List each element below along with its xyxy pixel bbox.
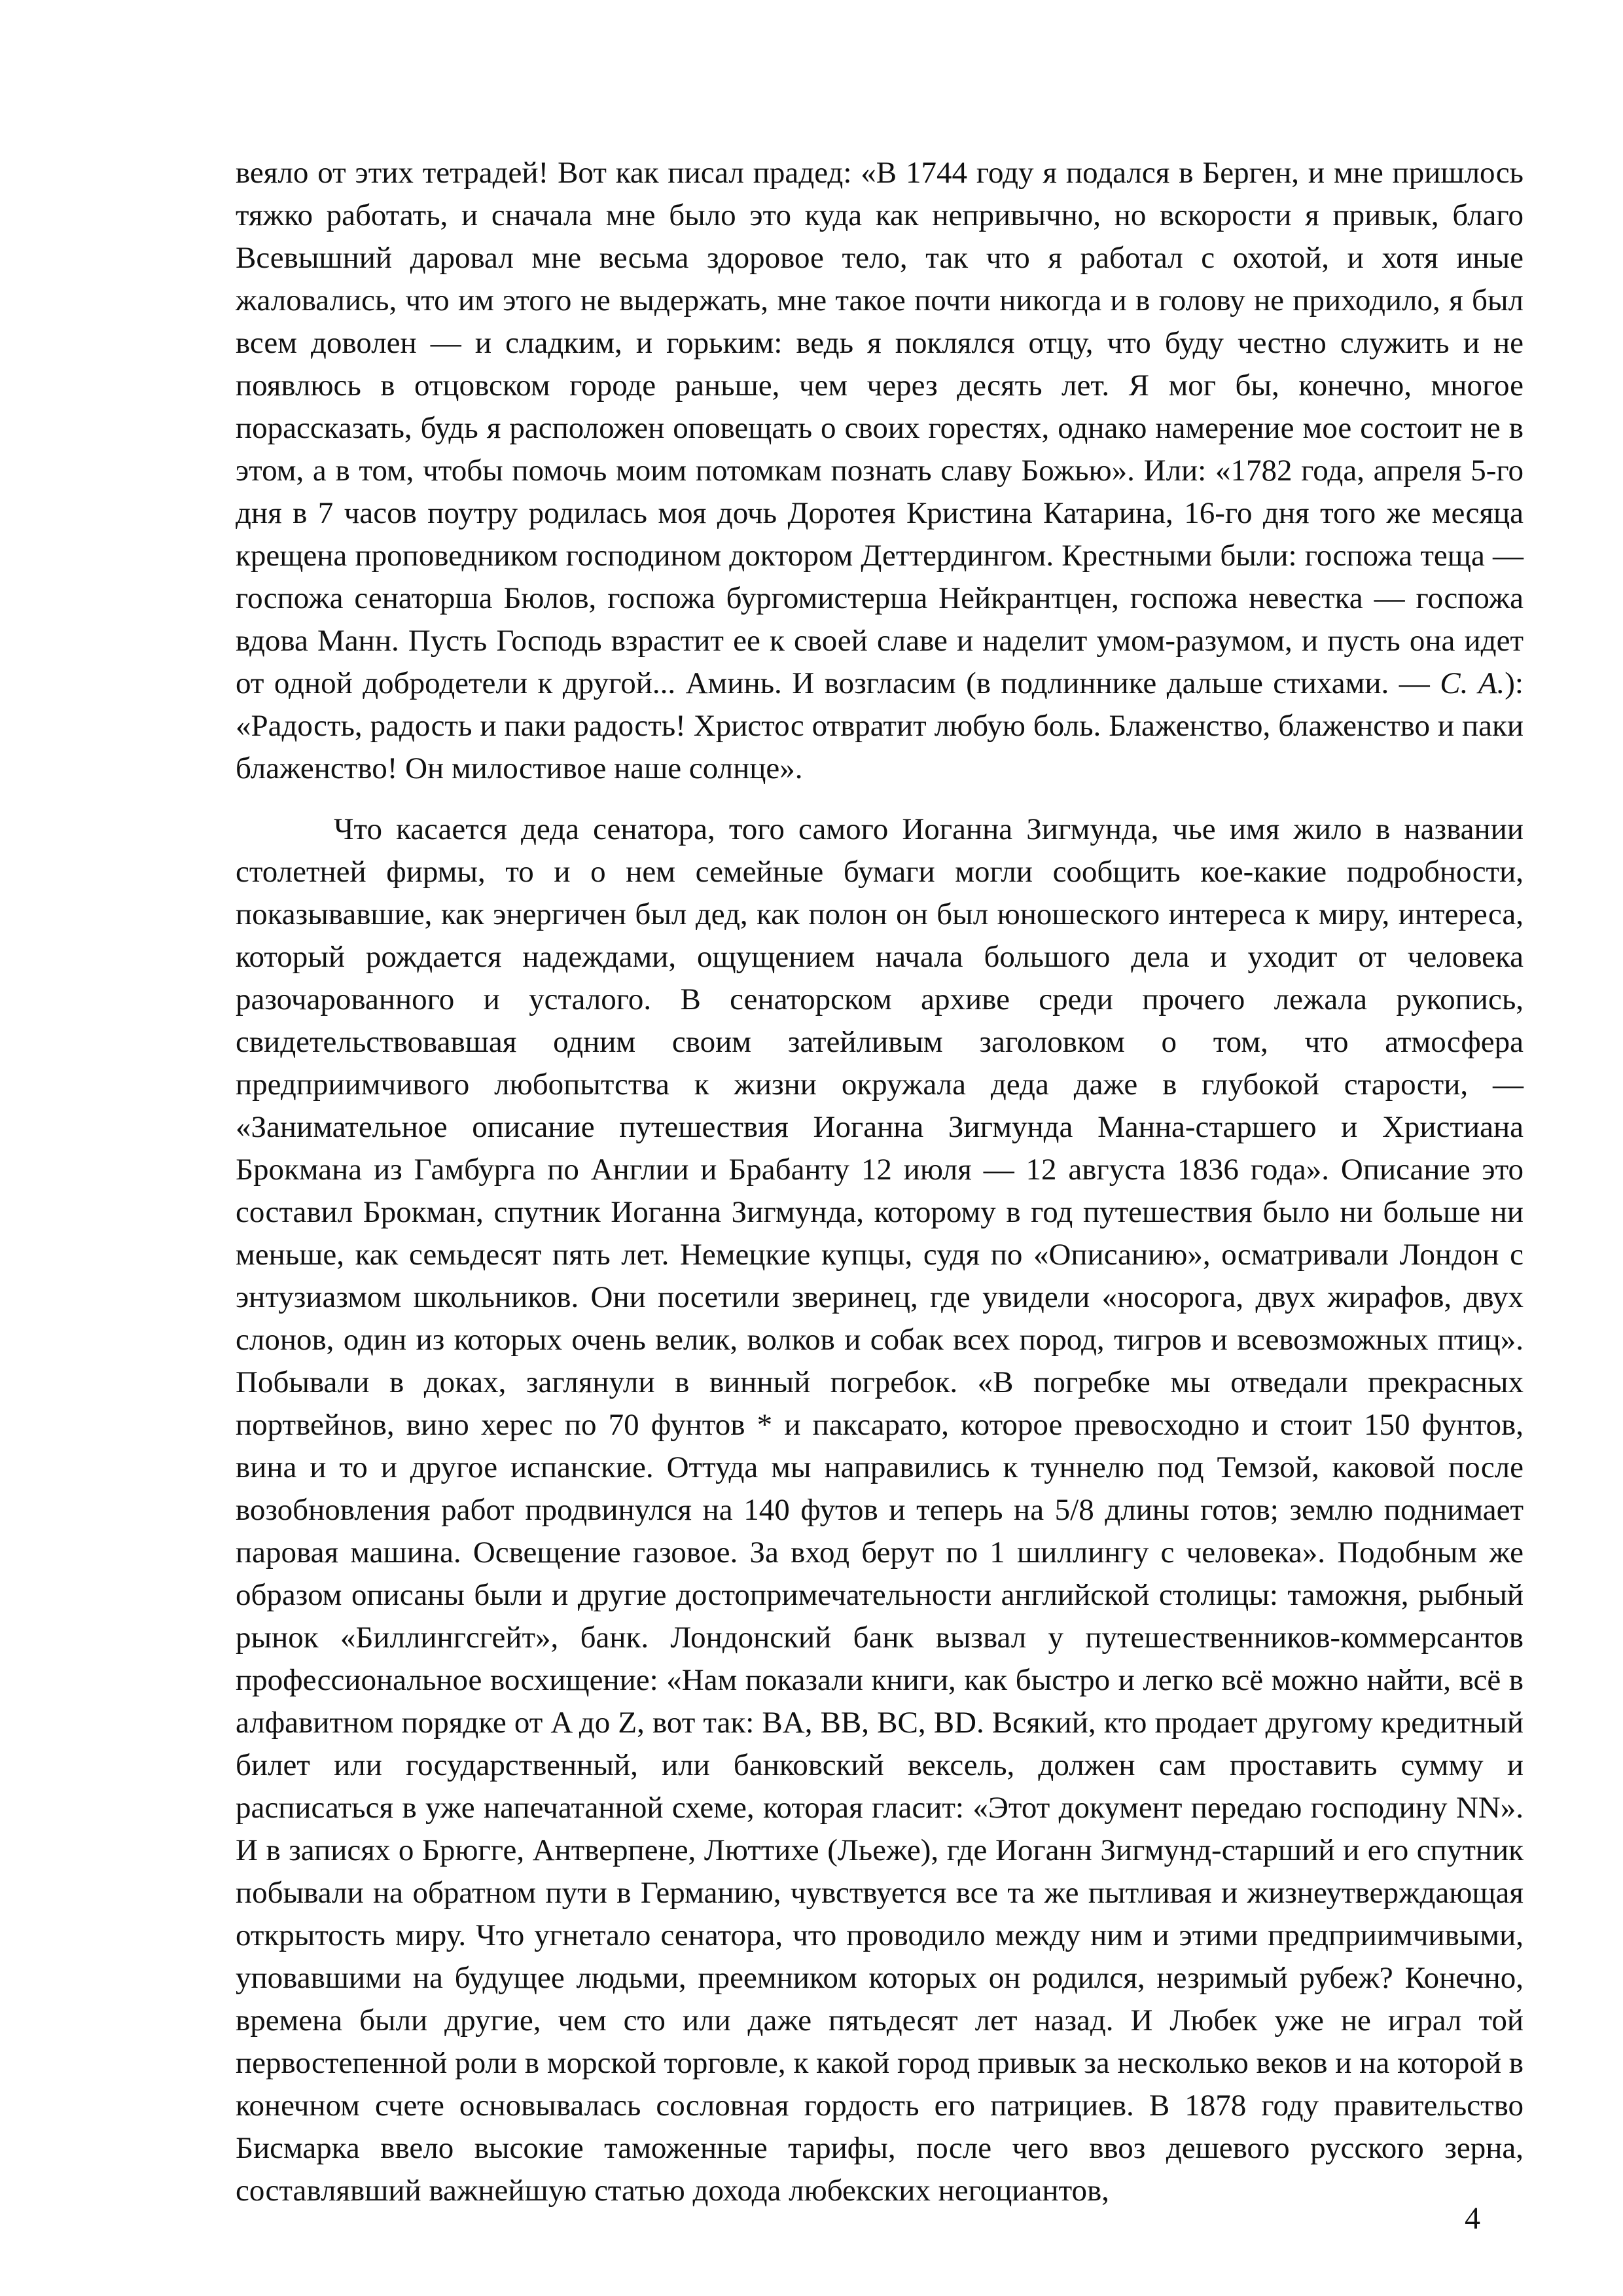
- page-number: 4: [1465, 2201, 1480, 2236]
- paragraph-1-text: веяло от этих тетрадей! Вот как писал прадед: «В 1744 году я подался в Берген, и мне пришлось тяжко работать, и сначала мне было это куда как непривычно, но вскорости я привык, благо Всевышний даровал мне весьма здоровое тело, так что я работал с охотой, и хотя иные жаловались, что им этого не выдержать, мне такое почти никогда и в голову не приходило, я был всем доволен — и сладким, и горьким: ведь я поклялся отцу, что буду честно служить и не появлюсь в отцовском городе раньше, чем через десять лет. Я мог бы, конечно, многое порассказать, будь я расположен оповещать о своих горестях, однако намерение мое состоит не в этом, а в том, чтобы помочь моим потомкам познать славу Божью». Или: «1782 года, апреля 5-го дня в 7 часов поутру родилась моя дочь Доротея Кристина Катарина, 16-го дня того же месяца крещена проповедником господином доктором Деттердингом. Крестными были: госпожа теща — госпожа сенаторша Бюлов, госпожа бургомистерша Нейкрантцен, госпожа невестка — госпожа вдова Манн. Пусть Господь взрастит ее к своей славе и наделит умом-разумом, и пусть она идет от одной добродетели к другой... Аминь. И возгласим (в подлиннике дальше стихами. —: [236, 156, 1524, 700]
- paragraph-1-ending: ): «Радость, радость и паки радость! Христос отвратит любую боль. Блаженство, блаженство и паки блаженство! Он милостивое наше солнце».: [236, 666, 1524, 785]
- paragraph-1: [236, 152, 1524, 790]
- document-page: [236, 152, 1524, 2212]
- paragraph-2: Что касается деда сенатора, того самого Иоганна Зигмунда, чье имя жило в названии столетней фирмы, то и о нем семейные бумаги могли сообщить кое-какие подробности, показывавшие, как энергичен был дед, как полон он был юношеского интереса к миру, интереса, который рождается надеждами, ощущением начала большого дела и уходит от человека разочарованного и усталого. В сенаторском архиве среди прочего лежала рукопись, свидетельствовавшая одним своим затейливым заголовком о том, что атмосфера предприимчивого любопытства к жизни окружала деда даже в глубокой старости, — «Занимательное описание путешествия Иоганна Зигмунда Манна-старшего и Христиана Брокмана из Гамбурга по Англии и Брабанту 12 июля — 12 августа 1836 года». Описание это составил Брокман, спутник Иоганна Зигмунда, которому в год путешествия было ни больше ни меньше, как семьдесят пять лет. Немецкие купцы, судя по «Описанию», осматривали Лондон с энтузиазмом школьников. Они посетили зверинец, где увидели «носорога, двух жирафов, двух слонов, один из которых очень велик, волков и собак всех пород, тигров и всевозможных птиц». Побывали в доках, заглянули в винный погребок. «В погребке мы отведали прекрасных портвейнов, вино херес по 70 фунтов * и паксарато, которое превосходно и стоит 150 фунтов, вина и то и другое испанские. Оттуда мы направились к туннелю под Темзой, каковой после возобновления работ продвинулся на 140 футов и теперь на 5/8 длины готов; землю поднимает паровая машина. Освещение газовое. За вход берут по 1 шиллингу с человека». Подобным же образом описаны были и другие достопримечательности английской столицы: таможня, рыбный рынок «Биллингсгейт», банк. Лондонский банк вызвал у путешественников-коммерсантов профессиональное восхищение: «Нам показали книги, как быстро и легко всё можно найти, всё в алфавитном порядке от A до Z, вот так: BA, BB, BC, BD. Всякий, кто продает другому кредитный билет или государственный, или банковский вексель, должен сам проставить сумму и расписаться в уже напечатанной схеме, которая гласит: «Этот документ передаю господину NN». И в записях о Брюгге, Антверпене, Люттихе (Льеже), где Иоганн Зигмунд-старший и его спутник побывали на обратном пути в Германию, чувствуется все та же пытливая и жизнеутверждающая открытость миру. Что угнетало сенатора, что проводило между ним и этими предприимчивыми, уповавшими на будущее людьми, преемником которых он родился, незримый рубеж? Конечно, времена были другие, чем сто или даже пятьдесят лет назад. И Любек уже не играл той первостепенной роли в морской торговле, к какой город привык за несколько веков и на которой в конечном счете основывалась сословная гордость его патрициев. В 1878 году правительство Бисмарка ввело высокие таможенные тарифы, после чего ввоз дешевого русского зерна, составлявший важнейшую статью дохода любекских негоциантов,: [236, 812, 1524, 2208]
- translator-initials: С. А.: [1440, 666, 1505, 700]
